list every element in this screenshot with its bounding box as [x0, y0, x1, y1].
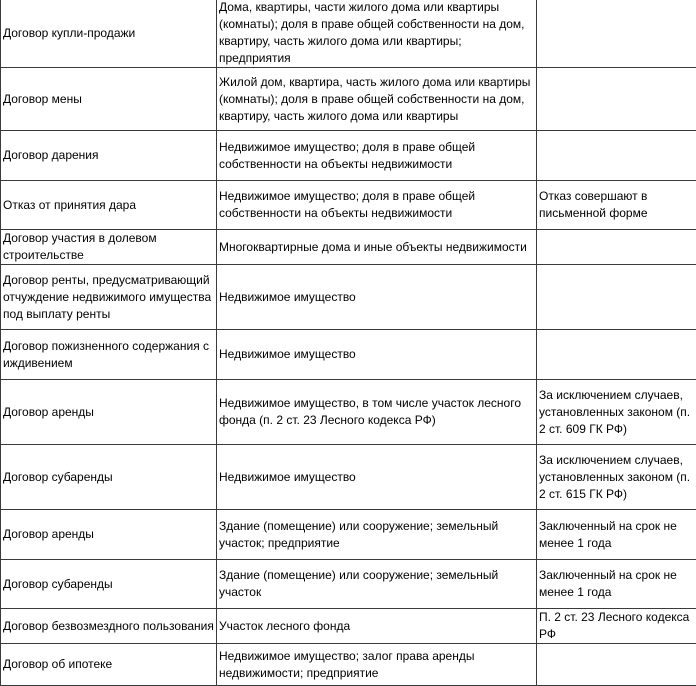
- note-cell: Заключенный на срок не менее 1 года: [537, 510, 696, 560]
- contract-type-cell: Договор ренты, предусматривающий отчуждение недвижимого имущества под выплату ренты: [1, 265, 217, 330]
- note-cell: [537, 0, 696, 68]
- table-row: [1, 68, 696, 131]
- note-cell: [537, 265, 696, 330]
- object-cell: Недвижимое имущество; доля в праве общей собственности на объекты недвижимости: [217, 181, 537, 230]
- contract-type-cell: Отказ от принятия дара: [1, 181, 217, 230]
- note-cell: За исключением случаев, установленных законом (п. 2 ст. 609 ГК РФ): [537, 380, 696, 445]
- note-cell: Отказ совершают в письменной форме: [537, 181, 696, 230]
- note-cell: Заключенный на срок не менее 1 года: [537, 560, 696, 609]
- object-cell: Недвижимое имущество; залог права аренды недвижимости; предприятие: [217, 644, 537, 686]
- note-cell: [537, 644, 696, 686]
- table-row: [1, 644, 696, 686]
- contract-type-cell: Договор субаренды: [1, 560, 217, 609]
- table-row: [1, 0, 696, 68]
- table-row: [1, 380, 696, 445]
- object-cell: Недвижимое имущество: [217, 330, 537, 380]
- table-row: [1, 445, 696, 510]
- contract-type-cell: Договор безвозмездного пользования: [1, 609, 217, 644]
- table-row: [1, 131, 696, 181]
- object-cell: Недвижимое имущество: [217, 445, 537, 510]
- object-cell: Здание (помещение) или сооружение; земельный участок: [217, 560, 537, 609]
- note-cell: [537, 131, 696, 181]
- contract-type-cell: Договор аренды: [1, 510, 217, 560]
- contract-type-cell: Договор дарения: [1, 131, 217, 181]
- contract-type-cell: Договор участия в долевом строительстве: [1, 230, 217, 265]
- object-cell: Недвижимое имущество: [217, 265, 537, 330]
- object-cell: Недвижимое имущество, в том числе участок лесного фонда (п. 2 ст. 23 Лесного кодекса РФ): [217, 380, 537, 445]
- note-cell: [537, 230, 696, 265]
- object-cell: Дома, квартиры, части жилого дома или квартиры (комнаты); доля в праве общей собственности на дом, квартиру, часть жилого дома или квартиры; предприятия: [217, 0, 537, 68]
- table-row: [1, 330, 696, 380]
- contract-type-cell: Договор купли-продажи: [1, 0, 217, 68]
- contract-type-cell: Договор субаренды: [1, 445, 217, 510]
- contract-type-cell: Договор аренды: [1, 380, 217, 445]
- table-row: [1, 181, 696, 230]
- note-cell: [537, 68, 696, 131]
- table-row: [1, 265, 696, 330]
- object-cell: Здание (помещение) или сооружение; земельный участок; предприятие: [217, 510, 537, 560]
- note-cell: За исключением случаев, установленных законом (п. 2 ст. 615 ГК РФ): [537, 445, 696, 510]
- table-row: [1, 230, 696, 265]
- object-cell: Недвижимое имущество; доля в праве общей собственности на объекты недвижимости: [217, 131, 537, 181]
- contract-type-cell: Договор пожизненного содержания с иждивением: [1, 330, 217, 380]
- table-row: [1, 560, 696, 609]
- note-cell: П. 2 ст. 23 Лесного кодекса РФ: [537, 609, 696, 644]
- table-row: [1, 609, 696, 644]
- contract-type-cell: Договор мены: [1, 68, 217, 131]
- note-cell: [537, 330, 696, 380]
- object-cell: Жилой дом, квартира, часть жилого дома или квартиры (комнаты); доля в праве общей собственности на дом, квартиру, часть жилого дома или квартиры: [217, 68, 537, 131]
- object-cell: Многоквартирные дома и иные объекты недвижимости: [217, 230, 537, 265]
- object-cell: Участок лесного фонда: [217, 609, 537, 644]
- contract-type-cell: Договор об ипотеке: [1, 644, 217, 686]
- table-row: [1, 510, 696, 560]
